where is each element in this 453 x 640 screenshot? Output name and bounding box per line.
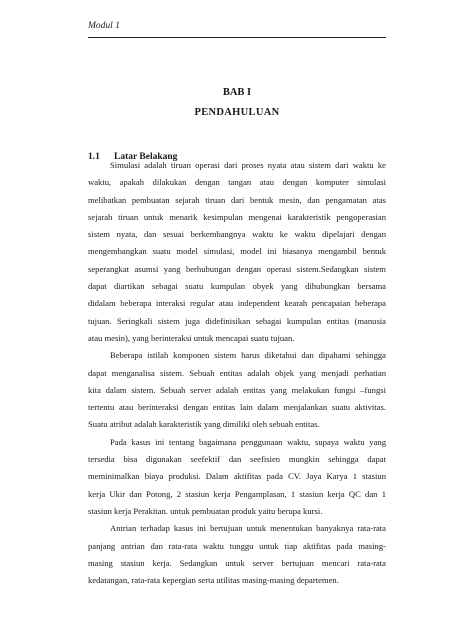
- text-line: melibatkan pembuatan sejarah tiruan dari bentuk mesin, dan pengamatan atas: [88, 194, 386, 205]
- text-line: sejarah tiruan untuk menarik kesimpulan mengenai karakteristik pengoperasian: [88, 211, 386, 222]
- text-line: dapat diartikan sebagai suatu kumpulan obyek yang dihubungkan bersama: [88, 281, 386, 292]
- text-line: mengembangkan suatu model simulasi, model ini biasanya mengambil bentuk: [88, 246, 386, 257]
- text-line: Suatu atribut adalah karakteristik yang dimiliki oleh sebuah entitas.: [88, 419, 320, 430]
- running-header: Modul 1: [88, 21, 120, 31]
- chapter-title: PENDAHULUAN: [194, 107, 280, 118]
- header-divider: [88, 37, 386, 38]
- text-line: dapat menganalisa sistem. Sebuah entitas adalah objek yang menjadi perhatian: [88, 367, 386, 378]
- section-number: 1.1: [88, 152, 100, 162]
- text-line: atau mesin), yang berinteraksi untuk mencapai suatu tujuan.: [88, 332, 295, 343]
- chapter-number: BAB I: [222, 87, 252, 98]
- text-line: Pada kasus ini tentang bagaimana penggunaan waktu, supaya waktu yang: [110, 436, 386, 447]
- text-line: tertentu atau berinteraksi dengan entitas lain dalam menjalankan suatu aktivitas.: [88, 402, 386, 413]
- body-text: [88, 157, 386, 589]
- text-line: kerja Ukir dan Potong, 2 stasiun kerja Pengamplasan, 1 stasiun kerja QC dan 1: [88, 488, 386, 499]
- text-line: panjang antrian dan rata-rata waktu tunggu untuk tiap aktifitas pada masing-: [88, 540, 386, 551]
- text-line: tersedia bisa digunakan seefektif dan seefisien mungkin sehingga dapat: [88, 454, 386, 465]
- text-line: waktu, apakah dilakukan dengan tangan atau dengan komputer simulasi: [88, 177, 386, 188]
- text-line: seperangkat asumsi yang berhubungan dengan operasi sistem.Sedangkan sistem: [88, 263, 386, 274]
- section-title: Latar Belakang: [114, 152, 178, 162]
- text-line: Beberapa istilah komponen sistem harus diketahui dan dipahami sehingga: [110, 350, 386, 361]
- text-line: didalam beberapa interaksi regular atau independent kearah pencapaian beberapa: [88, 298, 386, 309]
- text-line: tujuan. Seringkali sistem juga didefinisikan sebagai kumpulan entitas (manusia: [88, 315, 386, 326]
- text-line: stasiun kerja Perakitan. untuk pembuatan produk yaitu berupa kursi.: [88, 505, 323, 516]
- text-line: sistem nyata, dan sesuai berkembangnya waktu ke waktu dipelajari dengan: [88, 229, 386, 240]
- text-line: kedatangan, rata-rata kepergian serta utilitas masing-masing departemen.: [88, 575, 339, 586]
- text-line: meminimalkan biaya produksi. Dalam aktifitas pada CV. Jaya Karya 1 stasiun: [88, 471, 386, 482]
- text-line: Simulasi adalah tiruan operasi dari proses nyata atau sistem dari waktu ke: [110, 160, 386, 170]
- text-line: Antrian terhadap kasus ini bertujuan untuk menentukan banyaknya rata-rata: [110, 523, 386, 534]
- text-line: kita dalam sistem. Sebuah server adalah entitas yang melakukan fungsi –fungsi: [88, 384, 386, 395]
- text-line: masing stasiun kerja. Sedangkan untuk server bertujuan mencari rata-rata: [88, 557, 386, 568]
